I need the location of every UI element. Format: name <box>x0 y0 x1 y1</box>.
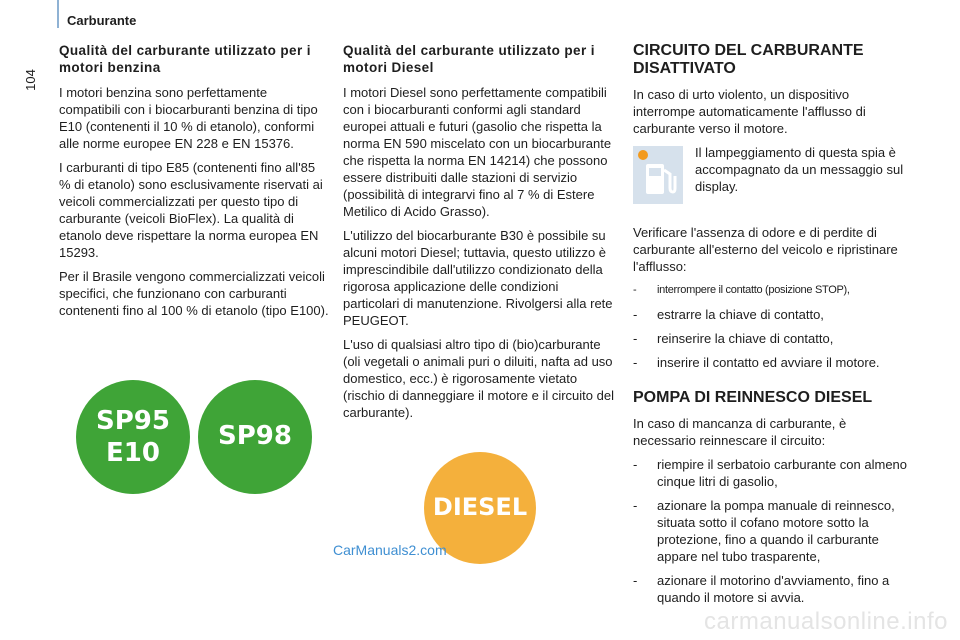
column-diesel <box>343 42 618 428</box>
diesel-paragraph-1: I motori Diesel sono perfettamente compatibili con i biocarburanti conformi agli standard europei attuali e futuri (gasolio che rispetta la norma EN 590 miscelato con un biocarburante che rispetta la norma EN 14214) che possono essere distribuiti dalle stazioni di servizio (possibilità di integrarvi fino al 7 % di Estere Metilico di Acido Grasso). <box>343 85 612 219</box>
section-title: Carburante <box>67 13 137 28</box>
watermark: CarManuals2.com <box>333 542 447 558</box>
fuel-circuit-intro: In caso di urto violento, un dispositivo interrompe automaticamente l'afflusso di carburante verso il motore. <box>633 87 866 136</box>
list-item: - estrarre la chiave di contatto, <box>633 307 824 322</box>
footer-watermark: carmanualsonline.info <box>704 608 948 635</box>
priming-pump-intro: In caso di mancanza di carburante, è necessario reinnescare il circuito: <box>633 416 847 448</box>
list-item: - riempire il serbatoio carburante con almeno cinque litri di gasolio, <box>633 457 908 489</box>
orange-dot-icon <box>638 150 648 160</box>
diesel-paragraph-2: L'utilizzo del biocarburante B30 è possibile su alcuni motori Diesel; tuttavia, questo utilizzo è imprescindibile dall'utilizzo condizionato della rigorosa applicazione delle condizioni particolari di manutenzione. Rivolgersi alla rete PEUGEOT. <box>343 228 613 328</box>
list-item: - azionare il motorino d'avviamento, fino a quando il motore si avvia. <box>633 573 890 605</box>
diesel-heading: Qualità del carburante utilizzato per i motori Diesel <box>343 43 595 75</box>
warning-lamp-text: Il lampeggiamento di questa spia è accompagnato da un messaggio sul display. <box>695 145 904 194</box>
column-fuel-circuit <box>633 42 908 613</box>
diesel-paragraph-3: L'uso di qualsiasi altro tipo di (bio)carburante (oli vegetali o animali puri o diluiti, nafta ad uso domestico, ecc.) è rigorosamente vietato (rischio di danneggiare il motore e il circuito del carburante). <box>343 337 614 420</box>
fuel-pump-icon <box>633 146 683 204</box>
sp95-e10-badge: SP95 E10 <box>76 380 190 494</box>
warning-lamp-block <box>633 144 908 216</box>
page-number: 104 <box>23 69 38 91</box>
priming-pump-heading: POMPA DI REINNESCO DIESEL <box>633 389 873 406</box>
list-item: - inserire il contatto ed avviare il motore. <box>633 355 880 370</box>
sp98-badge: SP98 <box>198 380 312 494</box>
list-item: - interrompere il contatto (posizione STOP), <box>633 284 850 296</box>
header-accent-bar <box>57 0 59 28</box>
fuel-circuit-heading: CIRCUITO DEL CARBURANTE DISATTIVATO <box>633 42 864 77</box>
petrol-heading: Qualità del carburante utilizzato per i motori benzina <box>59 43 311 75</box>
list-item: - azionare la pompa manuale di reinnesco, situata sotto il cofano motore sotto la protezione, fino a quando il carburante appare nel tubo trasparente, <box>633 498 895 564</box>
column-petrol <box>59 42 329 326</box>
petrol-paragraph-1: I motori benzina sono perfettamente compatibili con i biocarburanti benzina di tipo E10 (contenenti il 10 % di etanolo), conformi alle norme europee EN 228 e EN 15376. <box>59 85 318 151</box>
petrol-paragraph-2: I carburanti di tipo E85 (contenenti fino all'85 % di etanolo) sono esclusivamente riservati ai veicoli commercializzati per questo tipo di carburante (veicoli BioFlex). La qualità di etanolo deve rispettare la norma europea EN 15293. <box>59 160 323 260</box>
list-item: - reinserire la chiave di contatto, <box>633 331 834 346</box>
petrol-paragraph-3: Per il Brasile vengono commercializzati veicoli specifici, che funzionano con carburanti contenenti fino al 100 % di etanolo (tipo E100). <box>59 269 329 318</box>
diesel-badge: DIESEL <box>424 452 536 564</box>
fuel-circuit-check: Verificare l'assenza di odore e di perdite di carburante all'esterno del veicolo e ripristinare l'afflusso: <box>633 225 898 274</box>
